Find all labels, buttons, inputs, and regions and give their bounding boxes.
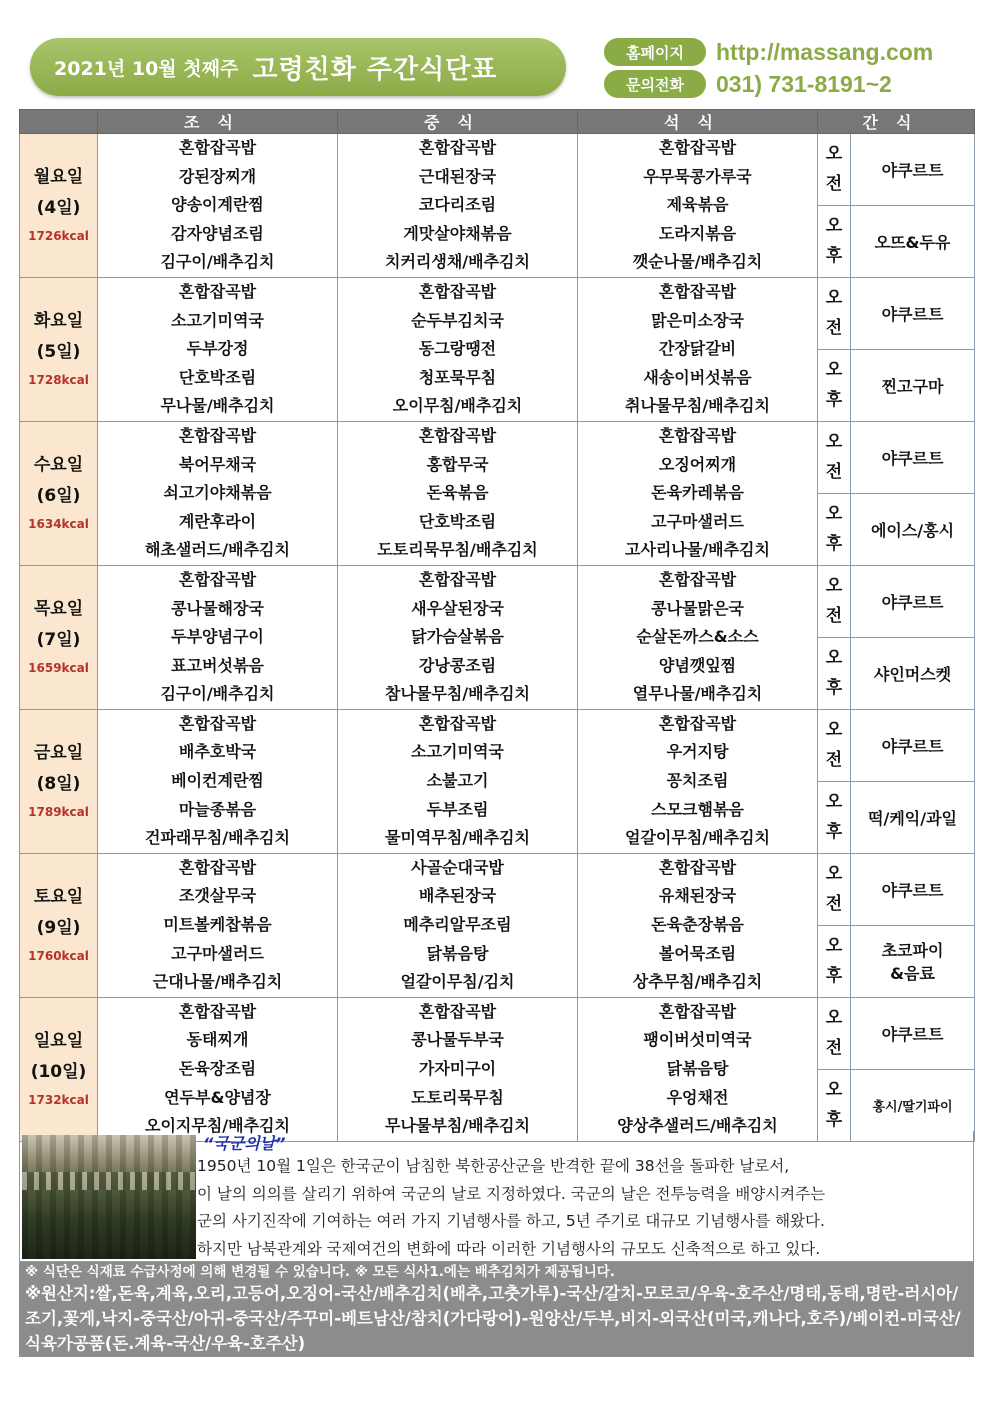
menu-item: 도라지볶음 (658, 223, 737, 243)
menu-item: 혼합잡곡밥 (178, 1001, 257, 1021)
day-cell (20, 421, 98, 565)
menu-item: 닭볶음탕 (666, 1059, 729, 1078)
snack-pm-label: 오 후 (818, 493, 851, 565)
menu-item: 닭가슴살볶음 (411, 627, 504, 647)
menu-item: 간장닭갈비 (658, 339, 737, 359)
homepage-row (604, 38, 933, 66)
day-calories: 1726kcal (28, 229, 89, 244)
menu-item: 돈육카레볶음 (651, 483, 744, 503)
phone-row (604, 70, 892, 98)
snack-am-label: 오 전 (818, 277, 851, 349)
day-cell (20, 997, 98, 1141)
snack-am: 야쿠르트 (851, 277, 975, 349)
note-text (197, 1153, 967, 1263)
menu-item: 두부양념구이 (171, 627, 264, 647)
snack-pm: 찐고구마 (851, 349, 975, 421)
dinner-cell (578, 134, 818, 278)
breakfast-cell (98, 853, 338, 997)
menu-item: 강된장찌개 (178, 166, 257, 186)
day-date: (10일) (30, 1062, 87, 1083)
menu-item: 도토리묵무침/배추김치 (377, 540, 538, 560)
header-day-spacer (20, 110, 98, 134)
menu-item: 닭볶음탕 (426, 943, 489, 963)
menu-body (20, 134, 975, 1142)
menu-item: 혼합잡곡밥 (658, 1001, 737, 1021)
note-line: 하지만 남북관계와 국제여건의 변화에 따라 이러한 기념행사의 규모도 신축적으로 하고 있다. (197, 1239, 821, 1258)
snack-am-label: 오 전 (818, 997, 851, 1069)
menu-item: 근대나물/배추김치 (152, 972, 283, 992)
dinner-cell (578, 277, 818, 421)
menu-item: 혼합잡곡밥 (178, 569, 257, 589)
menu-item: 가자미구이 (418, 1059, 497, 1078)
snack-pm: 홍시/딸기파이 (851, 1069, 975, 1141)
note-line: 이 날의 의의를 살리기 위하여 국군의 날로 지정하였다. 국군의 날은 전투능력을 배양시켜주는 (197, 1184, 826, 1203)
menu-item: 근대된장국 (418, 166, 497, 186)
menu-item: 혼합잡곡밥 (658, 425, 737, 445)
day-row (20, 134, 975, 206)
menu-item: 혼합잡곡밥 (178, 281, 257, 301)
day-cell (20, 709, 98, 853)
day-cell (20, 134, 98, 278)
menu-item: 김구이/배추김치 (160, 684, 275, 704)
day-cell (20, 565, 98, 709)
homepage-link[interactable]: http://massang.com (716, 38, 934, 65)
menu-item: 베이컨계란찜 (171, 771, 264, 791)
menu-item: 소고기미역국 (171, 310, 264, 330)
menu-item: 혼합잡곡밥 (658, 281, 737, 301)
dinner-cell (578, 709, 818, 853)
menu-item: 혼합잡곡밥 (178, 713, 257, 733)
menu-item: 열무나물/배추김치 (632, 684, 763, 704)
menu-item: 스모크햄볶음 (651, 799, 744, 819)
snack-am-label: 오 전 (818, 709, 851, 781)
day-row (20, 853, 975, 925)
header-dinner: 석식 (578, 110, 818, 134)
snack-am-label: 오 전 (818, 421, 851, 493)
header-snack: 간식 (818, 110, 975, 134)
day-date: (7일) (36, 630, 81, 651)
menu-item: 돈육장조림 (178, 1059, 257, 1078)
menu-item: 콩나물두부국 (411, 1030, 504, 1050)
menu-item: 얼갈이무침/김치 (400, 972, 515, 992)
menu-item: 우무묵콩가루국 (643, 166, 752, 186)
menu-item: 치커리생채/배추김치 (385, 252, 530, 272)
snack-am: 야쿠르트 (851, 565, 975, 637)
homepage-label: 홈페이지 (604, 38, 706, 66)
snack-pm: 샤인머스켓 (851, 637, 975, 709)
menu-item: 오징어찌개 (658, 454, 737, 474)
menu-item: 두부강정 (186, 339, 249, 359)
snack-am: 야쿠르트 (851, 134, 975, 206)
menu-item: 오이무침/배추김치 (392, 396, 523, 416)
day-name: 수요일 (33, 455, 84, 476)
menu-item: 양상추샐러드/배추김치 (617, 1116, 778, 1136)
snack-pm-label: 오 후 (818, 349, 851, 421)
menu-item: 맑은미소장국 (651, 310, 744, 330)
menu-item: 새우살된장국 (411, 598, 504, 618)
menu-item: 무나물부침/배추김치 (385, 1116, 530, 1136)
menu-item: 혼합잡곡밥 (178, 857, 257, 877)
day-date: (6일) (36, 486, 81, 507)
snack-am: 야쿠르트 (851, 709, 975, 781)
menu-item: 혼합잡곡밥 (418, 713, 497, 733)
snack-pm-label: 오 후 (818, 205, 851, 277)
menu-item: 배추된장국 (418, 886, 497, 906)
page-title: 고령친화 주간식단표 (252, 54, 498, 85)
day-calories: 1659kcal (28, 661, 89, 676)
origin-info: ※원산지:쌀,돈육,계육,오리,고등어,오징어-국산/배추김치(배추,고춧가루)-국산/갈치-모로코/우육-호주산/명태,동태,명란-러시아/조기,꽃게,낙지-중국산/아귀-중국산/주꾸미-베트남산/참치(가다랑어)-원양산/두부,비지-외국산(미국,캐나다,호주)/베이컨-미국산/식육가공품(돈.계육-국산/우육-호주산) (25, 1284, 961, 1353)
menu-item: 김구이/배추김치 (160, 252, 275, 272)
menu-item: 혼합잡곡밥 (178, 138, 257, 157)
snack-am-label: 오 전 (818, 565, 851, 637)
day-name: 화요일 (33, 311, 84, 332)
menu-item: 두부조림 (426, 799, 489, 819)
menu-item: 얼갈이무침/배추김치 (625, 828, 770, 848)
breakfast-cell (98, 421, 338, 565)
day-date: (8일) (36, 774, 81, 795)
menu-item: 순두부김치국 (411, 310, 504, 330)
menu-item: 무나물/배추김치 (160, 396, 275, 416)
menu-item: 콩나물해장국 (171, 598, 264, 618)
menu-item: 고사리나물/배추김치 (625, 540, 770, 560)
menu-item: 청포묵무침 (418, 367, 497, 387)
menu-item: 쇠고기야채볶음 (163, 483, 272, 503)
dinner-cell (578, 853, 818, 997)
menu-item: 제육볶음 (666, 195, 729, 215)
day-calories: 1732kcal (28, 1093, 89, 1108)
snack-pm: 떡/케익/과일 (851, 781, 975, 853)
day-calories: 1634kcal (28, 517, 89, 532)
menu-item: 배추호박국 (178, 742, 257, 762)
day-date: (4일) (36, 198, 81, 219)
menu-item: 코다리조림 (418, 195, 497, 215)
phone-number: 031) 731-8191~2 (716, 70, 892, 97)
menu-item: 메추리알무조림 (403, 915, 512, 935)
phone-label: 문의전화 (604, 70, 706, 98)
header-breakfast: 조식 (98, 110, 338, 134)
menu-item: 유채된장국 (658, 886, 737, 906)
dinner-cell (578, 421, 818, 565)
menu-item: 소불고기 (426, 771, 489, 791)
menu-item: 조갯살무국 (178, 886, 257, 906)
lunch-cell (338, 421, 578, 565)
day-row (20, 277, 975, 349)
menu-item: 꽁치조림 (666, 771, 729, 791)
menu-item: 우거지탕 (666, 742, 729, 762)
day-name: 일요일 (33, 1031, 84, 1052)
menu-item: 순살돈까스&소스 (636, 627, 759, 647)
menu-item: 홍합무국 (426, 454, 489, 474)
note-title: “국군의날” (203, 1134, 286, 1153)
day-name: 월요일 (33, 167, 84, 188)
menu-item: 혼합잡곡밥 (418, 1001, 497, 1021)
lunch-cell (338, 134, 578, 278)
menu-item: 콩나물맑은국 (651, 598, 744, 618)
menu-item: 계란후라이 (178, 511, 257, 531)
menu-item: 북어무채국 (178, 454, 257, 474)
menu-item: 혼합잡곡밥 (658, 569, 737, 589)
lunch-cell (338, 277, 578, 421)
menu-item: 혼합잡곡밥 (418, 425, 497, 445)
day-row (20, 421, 975, 493)
menu-item: 혼합잡곡밥 (418, 281, 497, 301)
menu-item: 단호박조림 (178, 367, 257, 387)
menu-item: 새송이버섯볶음 (643, 367, 752, 387)
breakfast-cell (98, 997, 338, 1141)
day-cell (20, 277, 98, 421)
day-row (20, 709, 975, 781)
breakfast-cell (98, 277, 338, 421)
title-date: 2021년 10월 첫째주 (54, 57, 239, 80)
snack-pm-label: 오 후 (818, 1069, 851, 1141)
menu-item: 고구마샐러드 (171, 943, 264, 963)
dinner-cell (578, 997, 818, 1141)
menu-item: 게맛살야채볶음 (403, 223, 512, 243)
menu-item: 사골순대국밥 (411, 857, 504, 877)
menu-item: 물미역무침/배추김치 (385, 828, 530, 848)
armed-forces-parade-photo (22, 1135, 196, 1259)
snack-pm-label: 오 후 (818, 925, 851, 997)
day-name: 금요일 (33, 743, 84, 764)
day-name: 목요일 (33, 599, 84, 620)
menu-item: 해초샐러드/배추김치 (145, 540, 290, 560)
note-section (19, 1131, 974, 1262)
menu-item: 양념깻잎찜 (658, 655, 737, 675)
menu-item: 혼합잡곡밥 (178, 425, 257, 445)
menu-item: 고구마샐러드 (651, 511, 744, 531)
snack-pm: 에이스/홍시 (851, 493, 975, 565)
snack-am-label: 오 전 (818, 134, 851, 206)
menu-item: 혼합잡곡밥 (658, 713, 737, 733)
menu-item: 동그랑땡전 (418, 339, 497, 359)
snack-pm-label: 오 후 (818, 637, 851, 709)
menu-item: 취나물무침/배추김치 (625, 396, 770, 416)
day-calories: 1760kcal (28, 949, 89, 964)
menu-item: 혼합잡곡밥 (658, 857, 737, 877)
lunch-cell (338, 997, 578, 1141)
menu-item: 상추무침/배추김치 (632, 972, 763, 992)
menu-item: 깻순나물/배추김치 (632, 252, 763, 272)
title-banner (30, 38, 566, 96)
lunch-cell (338, 565, 578, 709)
table-header-row (20, 110, 975, 134)
day-calories: 1728kcal (28, 373, 89, 388)
day-calories: 1789kcal (28, 805, 89, 820)
dinner-cell (578, 565, 818, 709)
note-line: 1950년 10월 1일은 한국군이 남침한 북한공산군을 반격한 끝에 38선을 돌파한 날로서, (197, 1157, 790, 1175)
day-date: (9일) (36, 918, 81, 939)
menu-item: 볼어묵조림 (658, 943, 737, 963)
menu-item: 감자양념조림 (171, 223, 264, 243)
menu-item: 혼합잡곡밥 (418, 138, 497, 157)
snack-am: 야쿠르트 (851, 421, 975, 493)
snack-am-label: 오 전 (818, 853, 851, 925)
menu-item: 소고기미역국 (411, 742, 504, 762)
menu-item: 마늘종볶음 (178, 799, 257, 819)
breakfast-cell (98, 134, 338, 278)
day-name: 토요일 (33, 887, 84, 908)
header-lunch: 중식 (338, 110, 578, 134)
menu-item: 양송이계란찜 (171, 195, 264, 215)
menu-item: 참나물무침/배추김치 (385, 684, 530, 704)
day-row (20, 565, 975, 637)
snack-pm: 오뜨&두유 (851, 205, 975, 277)
snack-am: 야쿠르트 (851, 853, 975, 925)
snack-pm-label: 오 후 (818, 781, 851, 853)
day-cell (20, 853, 98, 997)
menu-item: 강낭콩조림 (418, 655, 497, 675)
breakfast-cell (98, 565, 338, 709)
snack-am: 야쿠르트 (851, 997, 975, 1069)
menu-item: 연두부&양념장 (164, 1087, 271, 1107)
menu-item: 단호박조림 (418, 511, 497, 531)
menu-change-notice: ※ 식단은 식재료 수급사정에 의해 변경될 수 있습니다. ※ 모든 식사1.에는 배추김치가 제공됩니다. (25, 1264, 615, 1280)
lunch-cell (338, 709, 578, 853)
menu-item: 팽이버섯미역국 (643, 1030, 752, 1050)
menu-item: 도토리묵무침 (411, 1087, 504, 1107)
day-row (20, 997, 975, 1069)
menu-item: 혼합잡곡밥 (658, 138, 737, 157)
day-date: (5일) (36, 342, 81, 363)
footer-bar (19, 1262, 974, 1357)
note-line: 군의 사기진작에 기여하는 여러 가지 기념행사를 하고, 5년 주기로 대규모 기념행사를 해왔다. (197, 1212, 825, 1230)
menu-item: 돈육볶음 (426, 483, 489, 503)
menu-item: 동태찌개 (186, 1030, 249, 1050)
menu-item: 표고버섯볶음 (171, 655, 264, 675)
menu-item: 건파래무침/배추김치 (145, 828, 290, 848)
menu-item: 미트볼케찹볶음 (163, 915, 272, 935)
lunch-cell (338, 853, 578, 997)
snack-pm: 초코파이 &음료 (851, 925, 975, 997)
menu-item: 혼합잡곡밥 (418, 569, 497, 589)
menu-item: 오이지무침/배추김치 (145, 1116, 290, 1136)
breakfast-cell (98, 709, 338, 853)
menu-item: 돈육춘장볶음 (651, 915, 744, 935)
menu-item: 우엉채전 (666, 1087, 729, 1107)
weekly-menu-table (19, 109, 975, 1142)
